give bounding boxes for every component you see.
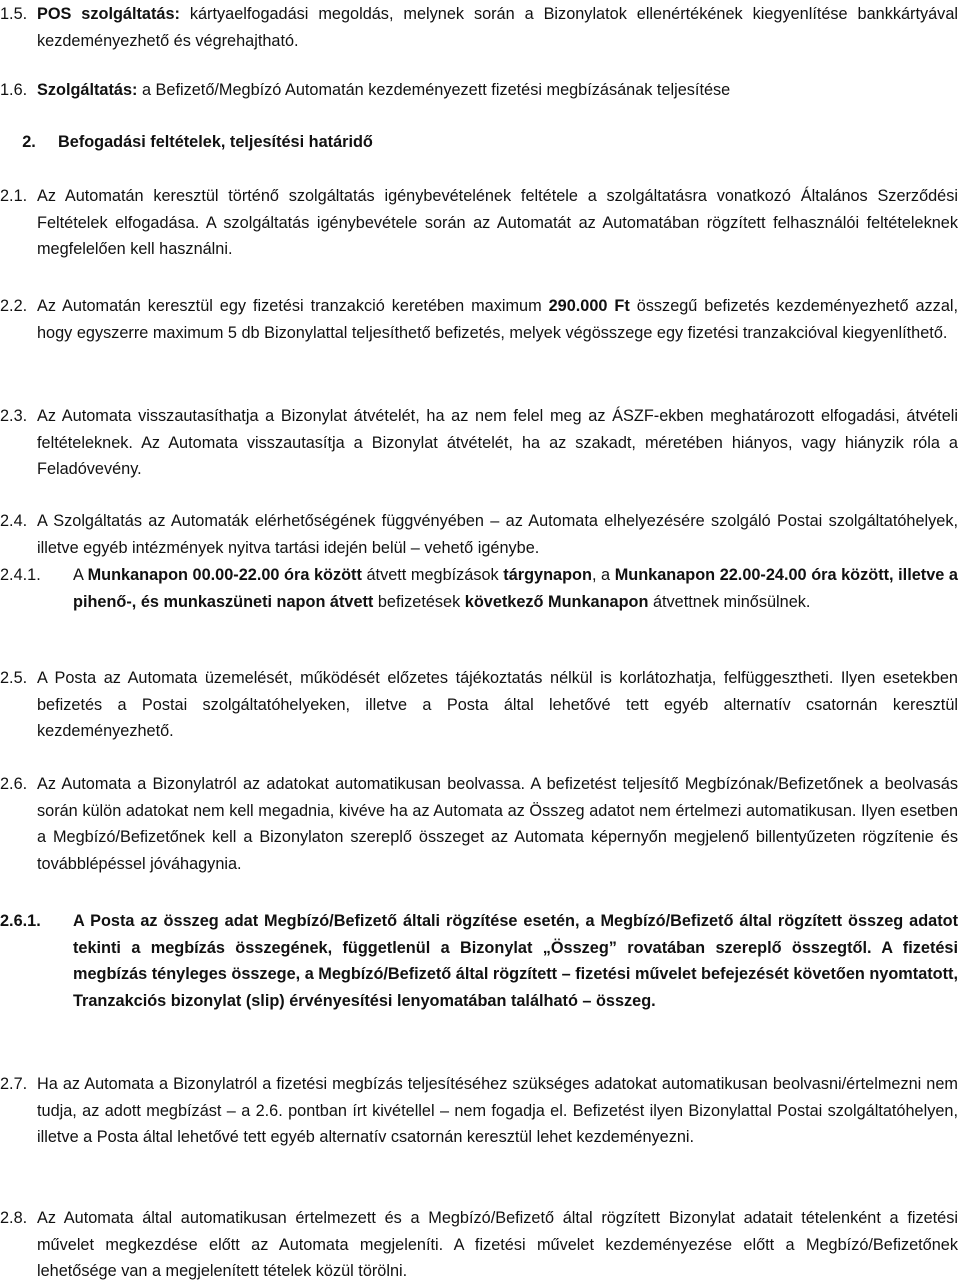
section-number: 2.5. (0, 669, 28, 687)
section-2-6-1 (0, 908, 958, 1014)
max-amount: 290.000 Ft (548, 297, 630, 315)
section-2-2 (0, 293, 958, 346)
heading-number: 2. (22, 133, 36, 151)
section-number: 2.2. (0, 297, 28, 315)
section-number: 2.4.1. (0, 566, 41, 584)
section-number: 2.7. (0, 1075, 28, 1093)
section-2-1 (0, 183, 958, 263)
section-number: 2.6.1. (0, 912, 41, 930)
section-text: A Posta az összeg adat Megbízó/Befizető általi rögzítése esetén, a Megbízó/Befizető által rögzített összeg adatot tekinti a megbízás összegének, függetlenül a Bizonylat „Összeg” rovatában szereplő összegtől. A fizetési megbízás tényleges összege, a Megbízó/Befizető által rögzített – fizetési művelet befejezését követően nyomtatott, Tranzakciós bizonylat (slip) érvényesítési lenyomatában található – összeg. (73, 912, 958, 1010)
section-text: A Munkanapon 00.00-22.00 óra között átvett megbízások tárgynapon, a Munkanapon 22.00-24.00 óra között, illetve a pihenő-, és munkaszüneti napon átvett befizetések következő Munkanapon átvettnek minősülnek. (73, 566, 958, 611)
section-2-7 (0, 1071, 958, 1151)
section-text: Ha az Automata a Bizonylatról a fizetési megbízás teljesítéséhez szükséges adatokat automatikusan beolvasni/értelmezni nem tudja, az adott megbízást – a 2.6. pontban írt kivétellel – nem fogadja el. Befizetést ilyen Bizonylattal Postai szolgáltatóhelyen, illetve a Posta által lehetővé tett egyéb alternatív csatornán keresztül lehet kezdeményezni. (37, 1075, 958, 1146)
section-1-6 (0, 77, 958, 104)
section-2-4 (0, 508, 958, 561)
section-text: Az Automata által automatikusan értelmezett és a Megbízó/Befizető által rögzített Bizonylat adatait tételenként a fizetési művelet megkezdése előtt az Automata megjeleníti. A fizetési művelet kezdeményezése előtt a Megbízó/Befizetőnek lehetősége van a megjelenített tételek közül törölni. (37, 1209, 958, 1280)
section-text: Az Automata visszautasíthatja a Bizonylat átvételét, ha az nem felel meg az ÁSZF-ekben meghatározott elfogadási, átvételi feltételeknek. Az Automata visszautasítja a Bizonylat átvételét, ha az szakadt, méretében hiányos, vagy hiányzik róla a Feladóvevény. (37, 407, 958, 478)
section-text: A Szolgáltatás az Automaták elérhetőségének függvényében – az Automata elhelyezésére szolgáló Postai szolgáltatóhelyek, illetve egyéb intézmények nyitva tartási idején belül – vehető igénybe. (37, 512, 958, 557)
section-2-8 (0, 1205, 958, 1285)
section-number: 1.6. (0, 81, 28, 99)
section-2-5 (0, 665, 958, 745)
section-text: POS szolgáltatás: kártyaelfogadási megoldás, melynek során a Bizonylatok ellenértékének kiegyenlítése bankkártyával kezdeményezhető és végrehajtható. (37, 5, 958, 50)
section-2-4-1 (0, 562, 958, 615)
term-pos-szolgaltatas: POS szolgáltatás: (37, 5, 180, 23)
term-szolgaltatas: Szolgáltatás: (37, 81, 138, 99)
section-text: Az Automatán keresztül egy fizetési tranzakció keretében maximum 290.000 Ft összegű befizetés kezdeményezhető azzal, hogy egyszerre maximum 5 db Bizonylattal teljesíthető befizetés, melyek végösszege egy fizetési tranzakcióval kiegyenlíthető. (37, 297, 959, 342)
section-number: 2.1. (0, 187, 28, 205)
section-text: Szolgáltatás: a Befizető/Megbízó Automatán kezdeményezett fizetési megbízásának teljesítése (37, 81, 731, 99)
section-number: 2.6. (0, 775, 28, 793)
chapter-heading-2 (0, 129, 958, 156)
section-text: Az Automata a Bizonylatról az adatokat automatikusan beolvassa. A befizetést teljesítő Megbízónak/Befizetőnek a beolvasás során külön adatokat nem kell megadnia, kivéve ha az Automata az Összeg adatot nem értelmezi automatikusan. Ilyen esetben a Megbízó/Befizetőnek kell a Bizonylaton szereplő összeget az Automata képernyőn megjelenő billentyűzeten rögzítenie és továbblépéssel jóváhagynia. (37, 775, 958, 873)
section-2-6 (0, 771, 958, 877)
section-number: 2.3. (0, 407, 28, 425)
section-number: 2.4. (0, 512, 28, 530)
section-text: A Posta az Automata üzemelését, működését előzetes tájékoztatás nélkül is korlátozhatja, felfüggesztheti. Ilyen esetekben befizetés a Postai szolgáltatóhelyeken, illetve a Posta által lehetővé tett egyéb alternatív csatornán keresztül kezdeményezhető. (37, 669, 958, 740)
section-2-3 (0, 403, 958, 483)
section-number: 1.5. (0, 5, 28, 23)
heading-title: Befogadási feltételek, teljesítési határidő (58, 133, 373, 151)
section-text: Az Automatán keresztül történő szolgáltatás igénybevételének feltétele a szolgáltatásra vonatkozó Általános Szerződési Feltételek elfogadása. A szolgáltatás igénybevétele során az Automatát az Automatában rögzített felhasználói feltételeknek megfelelően kell használni. (37, 187, 958, 258)
section-number: 2.8. (0, 1209, 28, 1227)
section-1-5 (0, 1, 958, 54)
